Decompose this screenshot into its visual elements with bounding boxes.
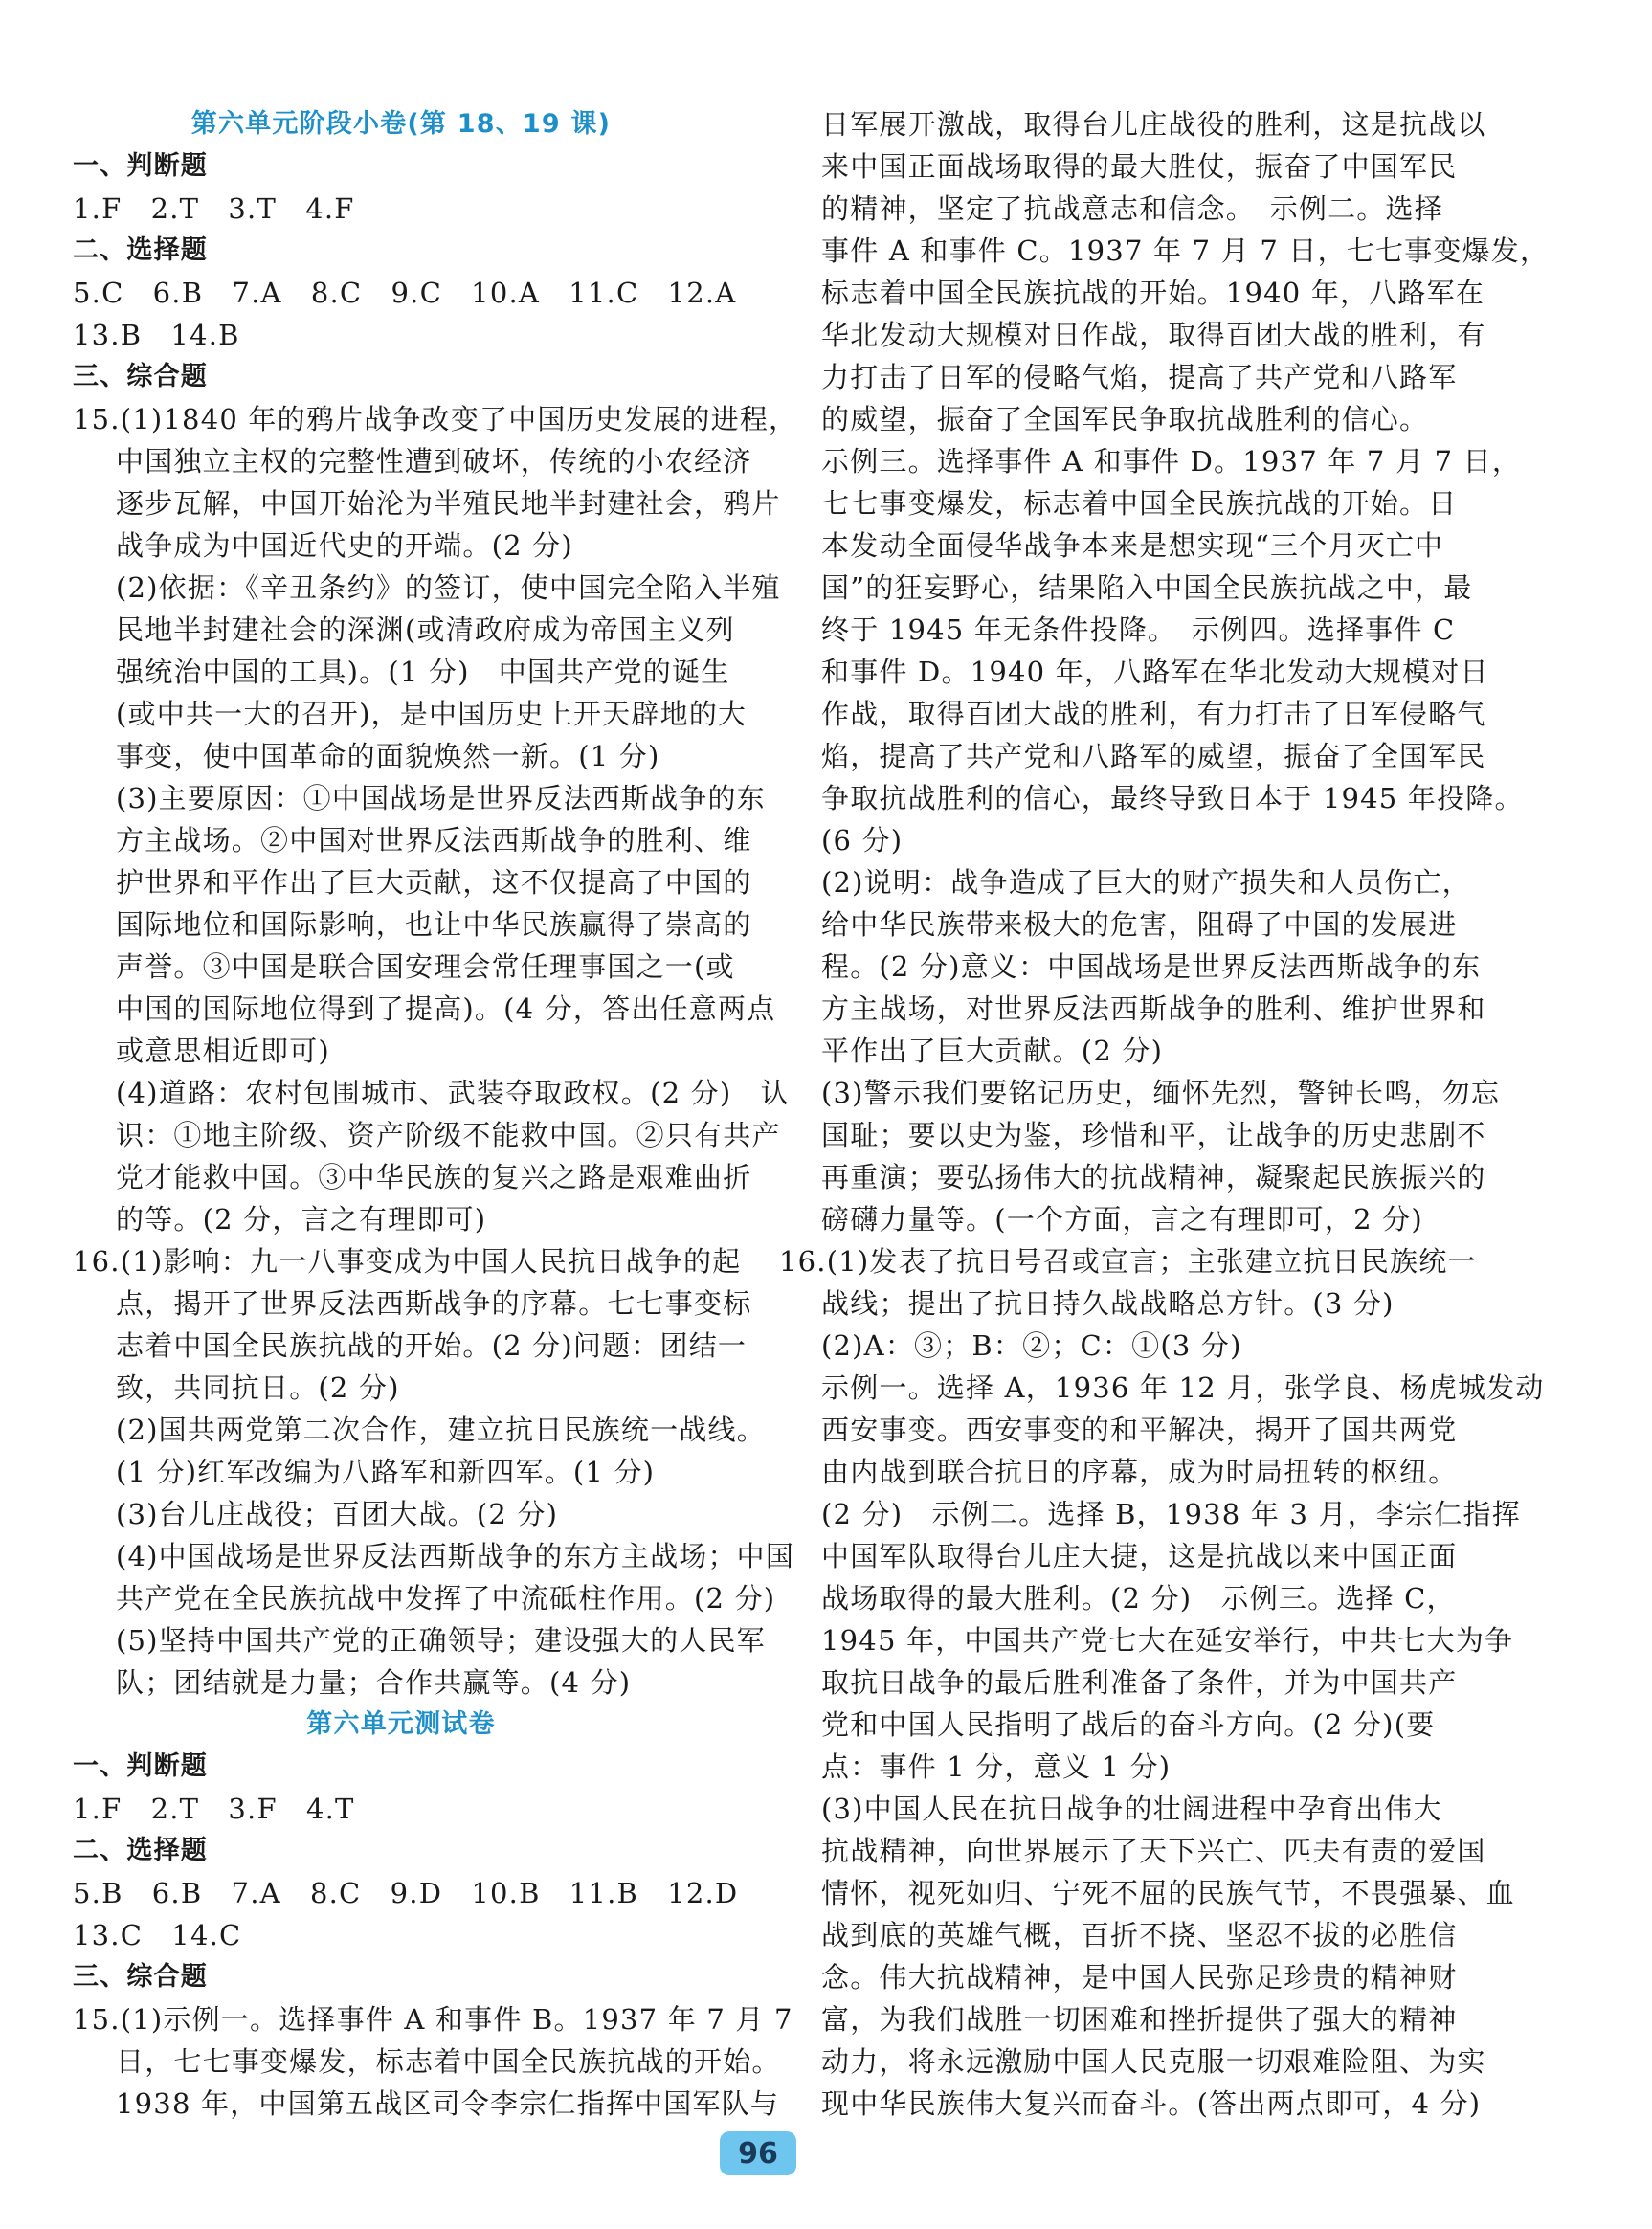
answer-line: 方主战场，对世界反法西斯战争的胜利、维护世界和 [821,992,1486,1025]
answer-line: (或中共一大的召开)，是中国历史上开天辟地的大 [116,698,748,730]
answer-line: 5.C 6.B 7.A 8.C 9.C 10.A 11.C 12.A [73,277,737,309]
answer-line: 本发动全面侵华战争本来是想实现“三个月灭亡中 [821,529,1444,562]
answer-line: 党和中国人民指明了战后的奋斗方向。(2 分)(要 [821,1708,1436,1741]
answer-line: 的精神，坚定了抗战意志和信念。 示例二。选择 [821,192,1443,225]
answer-line: 的等。(2 分，言之有理即可) [116,1203,487,1236]
answer-line: 作战，取得百团大战的胜利，有力打击了日军侵略气 [821,698,1486,730]
page-number-badge: 96 [720,2131,796,2175]
answer-line: 华北发动大规模对日作战，取得百团大战的胜利，有 [821,319,1486,351]
answer-line: 标志着中国全民族抗战的开始。1940 年，八路军在 [821,277,1485,309]
answer-line: (3)警示我们要铭记历史，缅怀先烈，警钟长鸣，勿忘 [821,1077,1501,1109]
answer-line: 再重演；要弘扬伟大的抗战精神，凝聚起民族振兴的 [821,1161,1486,1193]
answer-line: 战线；提出了抗日持久战战略总方针。(3 分) [821,1287,1395,1320]
answer-line: 1.F 2.T 3.F 4.T [73,1793,355,1825]
answer-line: 争取抗战胜利的信心，最终导致日本于 1945 年投降。 [821,782,1524,814]
answer-line: 声誉。③中国是联合国安理会常任理事国之一(或 [116,950,735,983]
answer-line: 七七事变爆发，标志着中国全民族抗战的开始。日 [821,487,1458,520]
answer-line: 逐步瓦解，中国开始沦为半殖民地半封建社会，鸦片 [116,487,781,520]
answer-line: 国耻；要以史为鉴，珍惜和平，让战争的历史悲剧不 [821,1119,1486,1151]
answer-line: 13.B 14.B [73,319,240,351]
answer-line: 现中华民族伟大复兴而奋斗。(答出两点即可，4 分) [821,2087,1482,2120]
answer-line: 国”的狂妄野心，结果陷入中国全民族抗战之中，最 [821,571,1473,604]
answer-line: 或意思相近即可) [116,1035,330,1067]
answer-line: (2)依据：《辛丑条约》的签订，使中国完全陷入半殖 [116,571,781,604]
answer-line: 战到底的英雄气概，百折不挠、坚忍不拔的必胜信 [821,1919,1458,1951]
section-title: 第六单元测试卷 [306,1709,496,1739]
answer-line: 富，为我们战胜一切困难和挫折提供了强大的精神 [821,2003,1458,2036]
answer-line: 15.(1)1840 年的鸦片战争改变了中国历史发展的进程， [73,403,798,435]
right-column [779,103,1550,2125]
answer-line: 13.C 14.C [73,1919,242,1951]
answer-line: (4)道路：农村包围城市、武装夺取政权。(2 分) 认 [116,1077,790,1109]
answer-line: 情怀，视死如归、宁死不屈的民族气节，不畏强暴、血 [821,1877,1515,1909]
answer-line: 来中国正面战场取得的最大胜仗，振奋了中国军民 [821,150,1458,183]
answer-line: 焰，提高了共产党和八路军的威望，振奋了全国军民 [821,740,1486,772]
answer-line: 战争成为中国近代史的开端。(2 分) [116,529,573,562]
answer-line: 国际地位和国际影响，也让中华民族赢得了崇高的 [116,908,752,941]
answer-line: 5.B 6.B 7.A 8.C 9.D 10.B 11.B 12.D [73,1877,739,1909]
answer-line: (4)中国战场是世界反法西斯战争的东方主战场；中国 [116,1540,795,1572]
answer-line: 护世界和平作出了巨大贡献，这不仅提高了中国的 [116,866,752,899]
answer-line: 日军展开激战，取得台儿庄战役的胜利，这是抗战以 [821,108,1486,141]
answer-line: 1938 年，中国第五战区司令李宗仁指挥中国军队与 [116,2087,780,2120]
answer-line: 由内战到联合抗日的序幕，成为时局扭转的枢纽。 [821,1456,1458,1488]
answer-line: 终于 1945 年无条件投降。 示例四。选择事件 C [821,613,1456,646]
question-type-heading: 二、选择题 [73,235,208,265]
answer-line: (2 分) 示例二。选择 B，1938 年 3 月，李宗仁指挥 [821,1498,1521,1530]
answer-line: 和事件 D。1940 年，八路军在华北发动大规模对日 [821,656,1489,688]
answer-line: 16.(1)发表了抗日号召或宣言；主张建立抗日民族统一 [779,1245,1477,1278]
answer-line: 平作出了巨大贡献。(2 分) [821,1035,1164,1067]
answer-line: 程。(2 分)意义：中国战场是世界反法西斯战争的东 [821,950,1482,983]
answer-line: 致，共同抗日。(2 分) [116,1371,400,1404]
answer-line: 示例三。选择事件 A 和事件 D。1937 年 7 月 7 日， [821,445,1522,478]
answer-line: 点，揭开了世界反法西斯战争的序幕。七七事变标 [116,1287,752,1320]
answer-line: 取抗日战争的最后胜利准备了条件，并为中国共产 [821,1666,1458,1699]
answer-line: 念。伟大抗战精神，是中国人民弥足珍贵的精神财 [821,1961,1458,1994]
answer-line: 示例一。选择 A，1936 年 12 月，张学良、杨虎城发动 [821,1371,1545,1404]
answer-line: (3)台儿庄战役；百团大战。(2 分) [116,1498,559,1530]
question-type-heading: 一、判断题 [73,151,208,181]
answer-line: 西安事变。西安事变的和平解决，揭开了国共两党 [821,1414,1458,1446]
answer-line: 强统治中国的工具)。(1 分) 中国共产党的诞生 [116,656,730,688]
answer-line: 日，七七事变爆发，标志着中国全民族抗战的开始。 [116,2045,781,2078]
question-type-heading: 一、判断题 [73,1751,208,1781]
answer-line: 力打击了日军的侵略气焰，提高了共产党和八路军 [821,361,1458,393]
answer-line: 的威望，振奋了全国军民争取抗战胜利的信心。 [821,403,1429,435]
answer-line: (1 分)红军改编为八路军和新四军。(1 分) [116,1456,656,1488]
answer-line: 16.(1)影响：九一八事变成为中国人民抗日战争的起 [73,1245,742,1278]
answer-line: 党才能救中国。③中华民族的复兴之路是艰难曲折 [116,1161,752,1193]
answer-line: (6 分) [821,824,904,857]
answer-line: 动力，将永远激励中国人民克服一切艰难险阻、为实 [821,2045,1486,2078]
question-type-heading: 二、选择题 [73,1836,208,1865]
answer-line: 点：事件 1 分，意义 1 分) [821,1750,1172,1783]
answer-line: 战场取得的最大胜利。(2 分) 示例三。选择 C， [821,1582,1456,1615]
left-column [73,103,798,2125]
answer-line: (5)坚持中国共产党的正确领导；建设强大的人民军 [116,1624,766,1657]
answer-line: 识：①地主阶级、资产阶级不能救中国。②只有共产 [116,1119,781,1151]
question-type-heading: 三、综合题 [73,1962,208,1992]
answer-line: 事件 A 和事件 C。1937 年 7 月 7 日，七七事变爆发， [821,234,1550,267]
answer-line: 队；团结就是力量；合作共赢等。(4 分) [116,1666,632,1699]
section-title: 第六单元阶段小卷(第 18、19 课) [190,109,612,139]
answer-line: (3)中国人民在抗日战争的壮阔进程中孕育出伟大 [821,1793,1442,1825]
answer-line: (2)A：③；B：②；C：①(3 分) [821,1329,1242,1362]
answer-line: (2)说明：战争造成了巨大的财产损失和人员伤亡， [821,866,1471,899]
answer-line: 中国独立主权的完整性遭到破坏，传统的小农经济 [116,445,752,478]
answer-line: 中国的国际地位得到了提高)。(4 分，答出任意两点 [116,992,776,1025]
answer-line: (3)主要原因：①中国战场是世界反法西斯战争的东 [116,782,766,814]
answer-line: 民地半封建社会的深渊(或清政府成为帝国主义列 [116,613,735,646]
answer-line: 15.(1)示例一。选择事件 A 和事件 B。1937 年 7 月 7 [73,2003,793,2036]
answer-line: 给中华民族带来极大的危害，阻碍了中国的发展进 [821,908,1458,941]
answer-line: 1.F 2.T 3.T 4.F [73,192,355,225]
answer-line: 共产党在全民族抗战中发挥了中流砥柱作用。(2 分) [116,1582,776,1615]
answer-line: 磅礴力量等。(一个方面，言之有理即可，2 分) [821,1203,1423,1236]
answer-line: 方主战场。②中国对世界反法西斯战争的胜利、维 [116,824,752,857]
answer-line: 中国军队取得台儿庄大捷，这是抗战以来中国正面 [821,1540,1458,1572]
question-type-heading: 三、综合题 [73,362,208,391]
answer-line: 志着中国全民族抗战的开始。(2 分)问题：团结一 [116,1329,748,1362]
answer-line: 抗战精神，向世界展示了天下兴亡、匹夫有责的爱国 [821,1835,1486,1867]
answer-line: 事变，使中国革命的面貌焕然一新。(1 分) [116,740,660,772]
answer-line: (2)国共两党第二次合作，建立抗日民族统一战线。 [116,1414,766,1446]
answer-line: 1945 年，中国共产党七大在延安举行，中共七大为争 [821,1624,1514,1657]
